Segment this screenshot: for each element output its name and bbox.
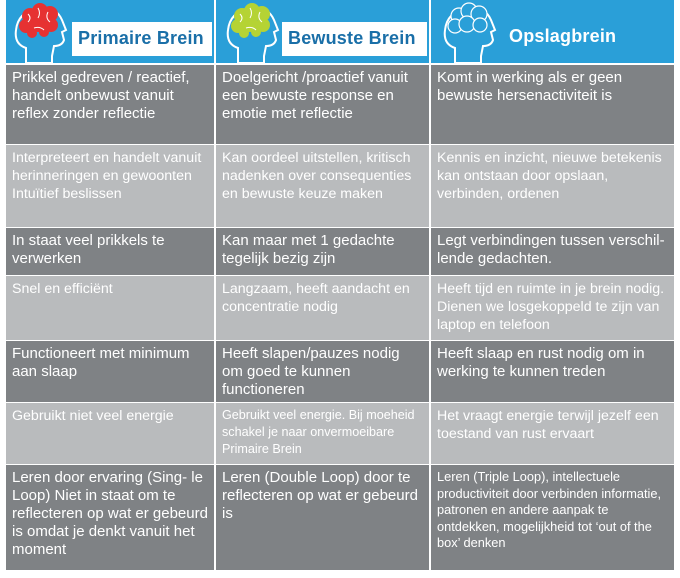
- header-title-box: [72, 22, 212, 56]
- header-bewuste-brein: [216, 0, 429, 63]
- table-row: [6, 341, 674, 402]
- comparison-table: [6, 0, 674, 570]
- table-cell: Prikkel gedreven / reactief, handelt onbewust vanuit reflex zonder reflectie: [12, 69, 190, 122]
- header-title-box: [282, 22, 427, 56]
- table-row: [6, 228, 674, 275]
- column-title: Bewuste Brein: [288, 28, 416, 48]
- table-cell: Leren (Triple Loop), intellectuele productiviteit door verbinden informatie, patronen en andere aanpak te ontdekken, mogelijkheid tot ‘out of the box’ denken: [437, 469, 662, 550]
- table-row: [6, 276, 674, 340]
- table-cell: Langzaam, heeft aandacht en concentratie nodig: [222, 281, 410, 315]
- table-cell: Interpreteert en handelt vanuit herinneringen en gewoonten Intuïtief beslissen: [12, 150, 202, 202]
- table-cell: Het vraagt energie terwijl jezelf een toestand van rust ervaart: [437, 408, 659, 442]
- table-cell: Leren (Double Loop) door te reflecteren op wat er gebeurd is: [222, 469, 418, 522]
- table-cell: Kennis en inzicht, nieuwe betekenis kan ontstaan door opslaan, verbinden, ordenen: [437, 150, 662, 202]
- brain-icon: [437, 0, 507, 63]
- table-cell: Kan maar met 1 gedachte tegelijk bezig zijn: [222, 232, 395, 267]
- table-cell: Heeft slapen/pauzes nodig om goed te kunnen functioneren: [222, 345, 400, 398]
- column-title: Opslagbrein: [509, 26, 617, 46]
- table-cell: Leren door ervaring (Sing- le Loop) Niet in staat om te reflecteren op wat er gebeurd is omdat je denkt vanuit het moment: [12, 469, 208, 558]
- table-cell: Heeft slaap en rust nodig om in werking te kunnen treden: [437, 345, 645, 380]
- table-row: [6, 65, 674, 144]
- table-cell: Gebruikt veel energie. Bij moeheid schakel je naar onvermoeibare Primaire Brein: [222, 408, 415, 456]
- brain-icon: [220, 0, 290, 63]
- table-cell: Legt verbindingen tussen verschil- lende gedachten.: [437, 232, 665, 267]
- header-primaire-brein: [6, 0, 214, 63]
- table-row: [6, 465, 674, 570]
- table-cell: Komt in werking als er geen bewuste hersenactiviteit is: [437, 69, 623, 104]
- table-header: [6, 0, 674, 63]
- table-cell: Snel en efficiënt: [12, 281, 113, 297]
- header-opslagbrein: [431, 0, 674, 63]
- table-cell: Functioneert met minimum aan slaap: [12, 345, 190, 380]
- table-cell: In staat veel prikkels te verwerken: [12, 232, 165, 267]
- brain-icon: [8, 0, 78, 63]
- table-cell: Kan oordeel uitstellen, kritisch nadenken over consequenties en bewuste keuze maken: [222, 150, 412, 202]
- column-title: Primaire Brein: [78, 28, 204, 48]
- table-cell: Gebruikt niet veel energie: [12, 408, 174, 424]
- table-cell: Heeft tijd en ruimte in je brein nodig. Dienen we losgekoppeld te zijn van laptop en telefoon: [437, 281, 665, 333]
- table-row: [6, 145, 674, 227]
- table-row: [6, 403, 674, 464]
- table-cell: Doelgericht /proactief vanuit een bewuste response en emotie met reflectie: [222, 69, 408, 122]
